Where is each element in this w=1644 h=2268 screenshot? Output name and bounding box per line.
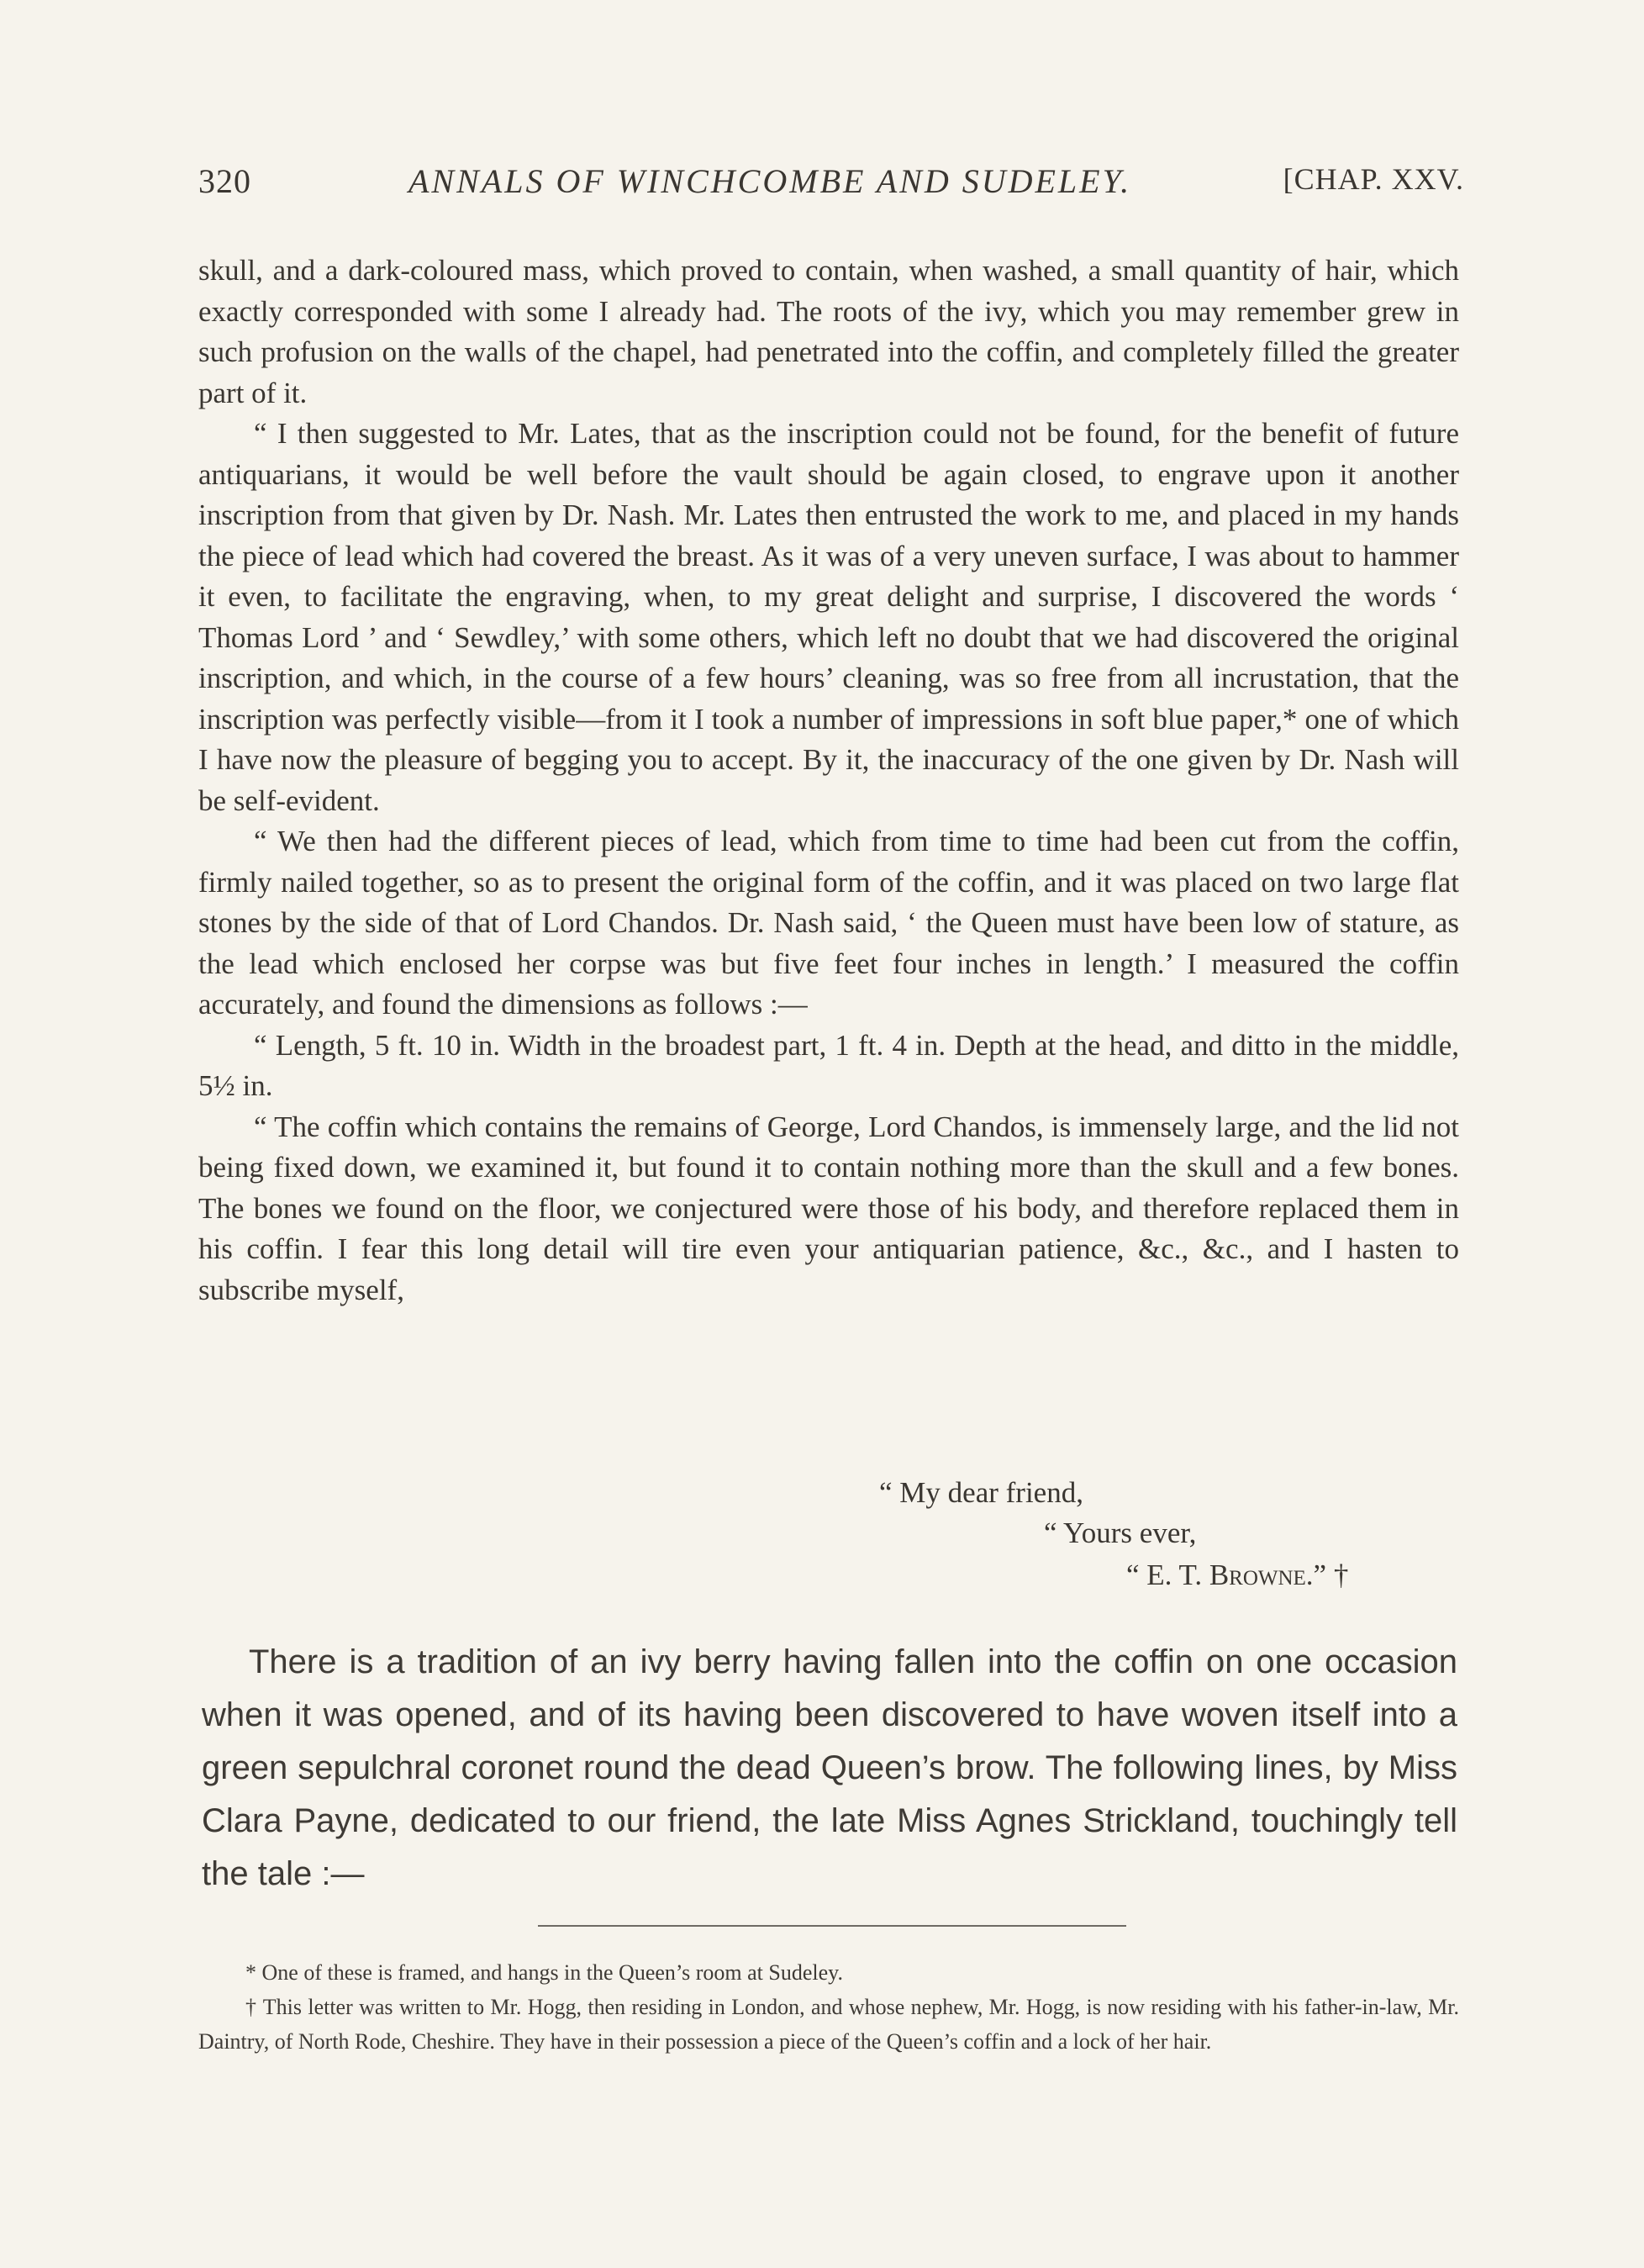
footnote-divider [538, 1925, 1126, 1927]
footnote-2: † This letter was written to Mr. Hogg, then residing in London, and whose nephew, Mr. Hogg, is now residing with his father-in-law, Mr. Daintry, of North Rode, Cheshire. They have in their possession a piece of the Queen’s coffin and a lock of her hair. [198, 1995, 1459, 2054]
running-header [198, 161, 1464, 208]
letter-paragraph-1: skull, and a dark-coloured mass, which proved to contain, when washed, a small quantity of hair, which exactly corresponded with some I already had. The roots of the ivy, which you may remember grew in such profusion on the walls of the chapel, had penetrated into the coffin, and completely filled the greater part of it. [198, 254, 1459, 409]
footnote-1: * One of these is framed, and hangs in the Queen’s room at Sudeley. [245, 1960, 843, 1985]
footnotes [198, 1955, 1459, 2059]
main-paragraph-block [202, 1636, 1457, 1901]
letter-paragraph-2: “ I then suggested to Mr. Lates, that as the inscription could not be found, for the benefit of future antiquarians, it would be well before the vault should be again closed, to engrave upon it another inscription from that given by Dr. Nash. Mr. Lates then entrusted the work to me, and placed in my hands the piece of lead which had covered the breast. As it was of a very uneven surface, I was about to hammer it even, to facilitate the engraving, when, to my great delight and surprise, I discovered the words ‘ Thomas Lord ’ and ‘ Sewdley,’ with some others, which left no doubt that we had discovered the original inscription, and which, in the course of a few hours’ cleaning, was so free from all incrustation, that the inscription was perfectly visible—from it I took a number of impressions in soft blue paper,* one of which I have now the pleasure of begging you to accept. By it, the inaccuracy of the one given by Dr. Nash will be self-evident. [198, 417, 1459, 817]
page-number: 320 [198, 162, 251, 200]
letter-paragraph-4: “ Length, 5 ft. 10 in. Width in the broadest part, 1 ft. 4 in. Depth at the head, and ditto in the middle, 5½ in. [198, 1028, 1459, 1102]
signoff-closing: “ Yours ever, [1044, 1516, 1197, 1549]
chapter-label: [CHAP. XXV. [1283, 162, 1464, 196]
signoff-salutation: “ My dear friend, [879, 1476, 1083, 1509]
letter-paragraph-3: “ We then had the different pieces of lead, which from time to time had been cut from the coffin, firmly nailed together, so as to present the original form of the coffin, and it was placed on two large flat stones by the side of that of Lord Chandos. Dr. Nash said, ‘ the Queen must have been low of stature, as the lead which enclosed her corpse was but five feet four inches in length.’ I measured the coffin accurately, and found the dimensions as follows :— [198, 825, 1459, 1021]
signoff-signature: “ E. T. Browne.” † [1126, 1559, 1349, 1591]
letter-paragraph-5: “ The coffin which contains the remains of George, Lord Chandos, is immensely large, and the lid not being fixed down, we examined it, but found it to contain nothing more than the skull and a few bones. The bones we found on the floor, we conjectured were those of his body, and therefore replaced them in his coffin. I fear this long detail will tire even your antiquarian patience, &c., &c., and I hasten to subscribe myself, [198, 1110, 1459, 1306]
running-title: ANNALS OF WINCHCOMBE AND SUDELEY. [408, 162, 1132, 200]
main-paragraph: There is a tradition of an ivy berry having fallen into the coffin on one occasion when it was opened, and of its having been discovered to have woven itself into a green sepulchral coronet round the dead Queen’s brow. The following lines, by Miss Clara Payne, dedicated to our friend, the late Miss Agnes Strickland, touchingly tell the tale :— [202, 1643, 1457, 1892]
letter-text [198, 251, 1459, 1311]
